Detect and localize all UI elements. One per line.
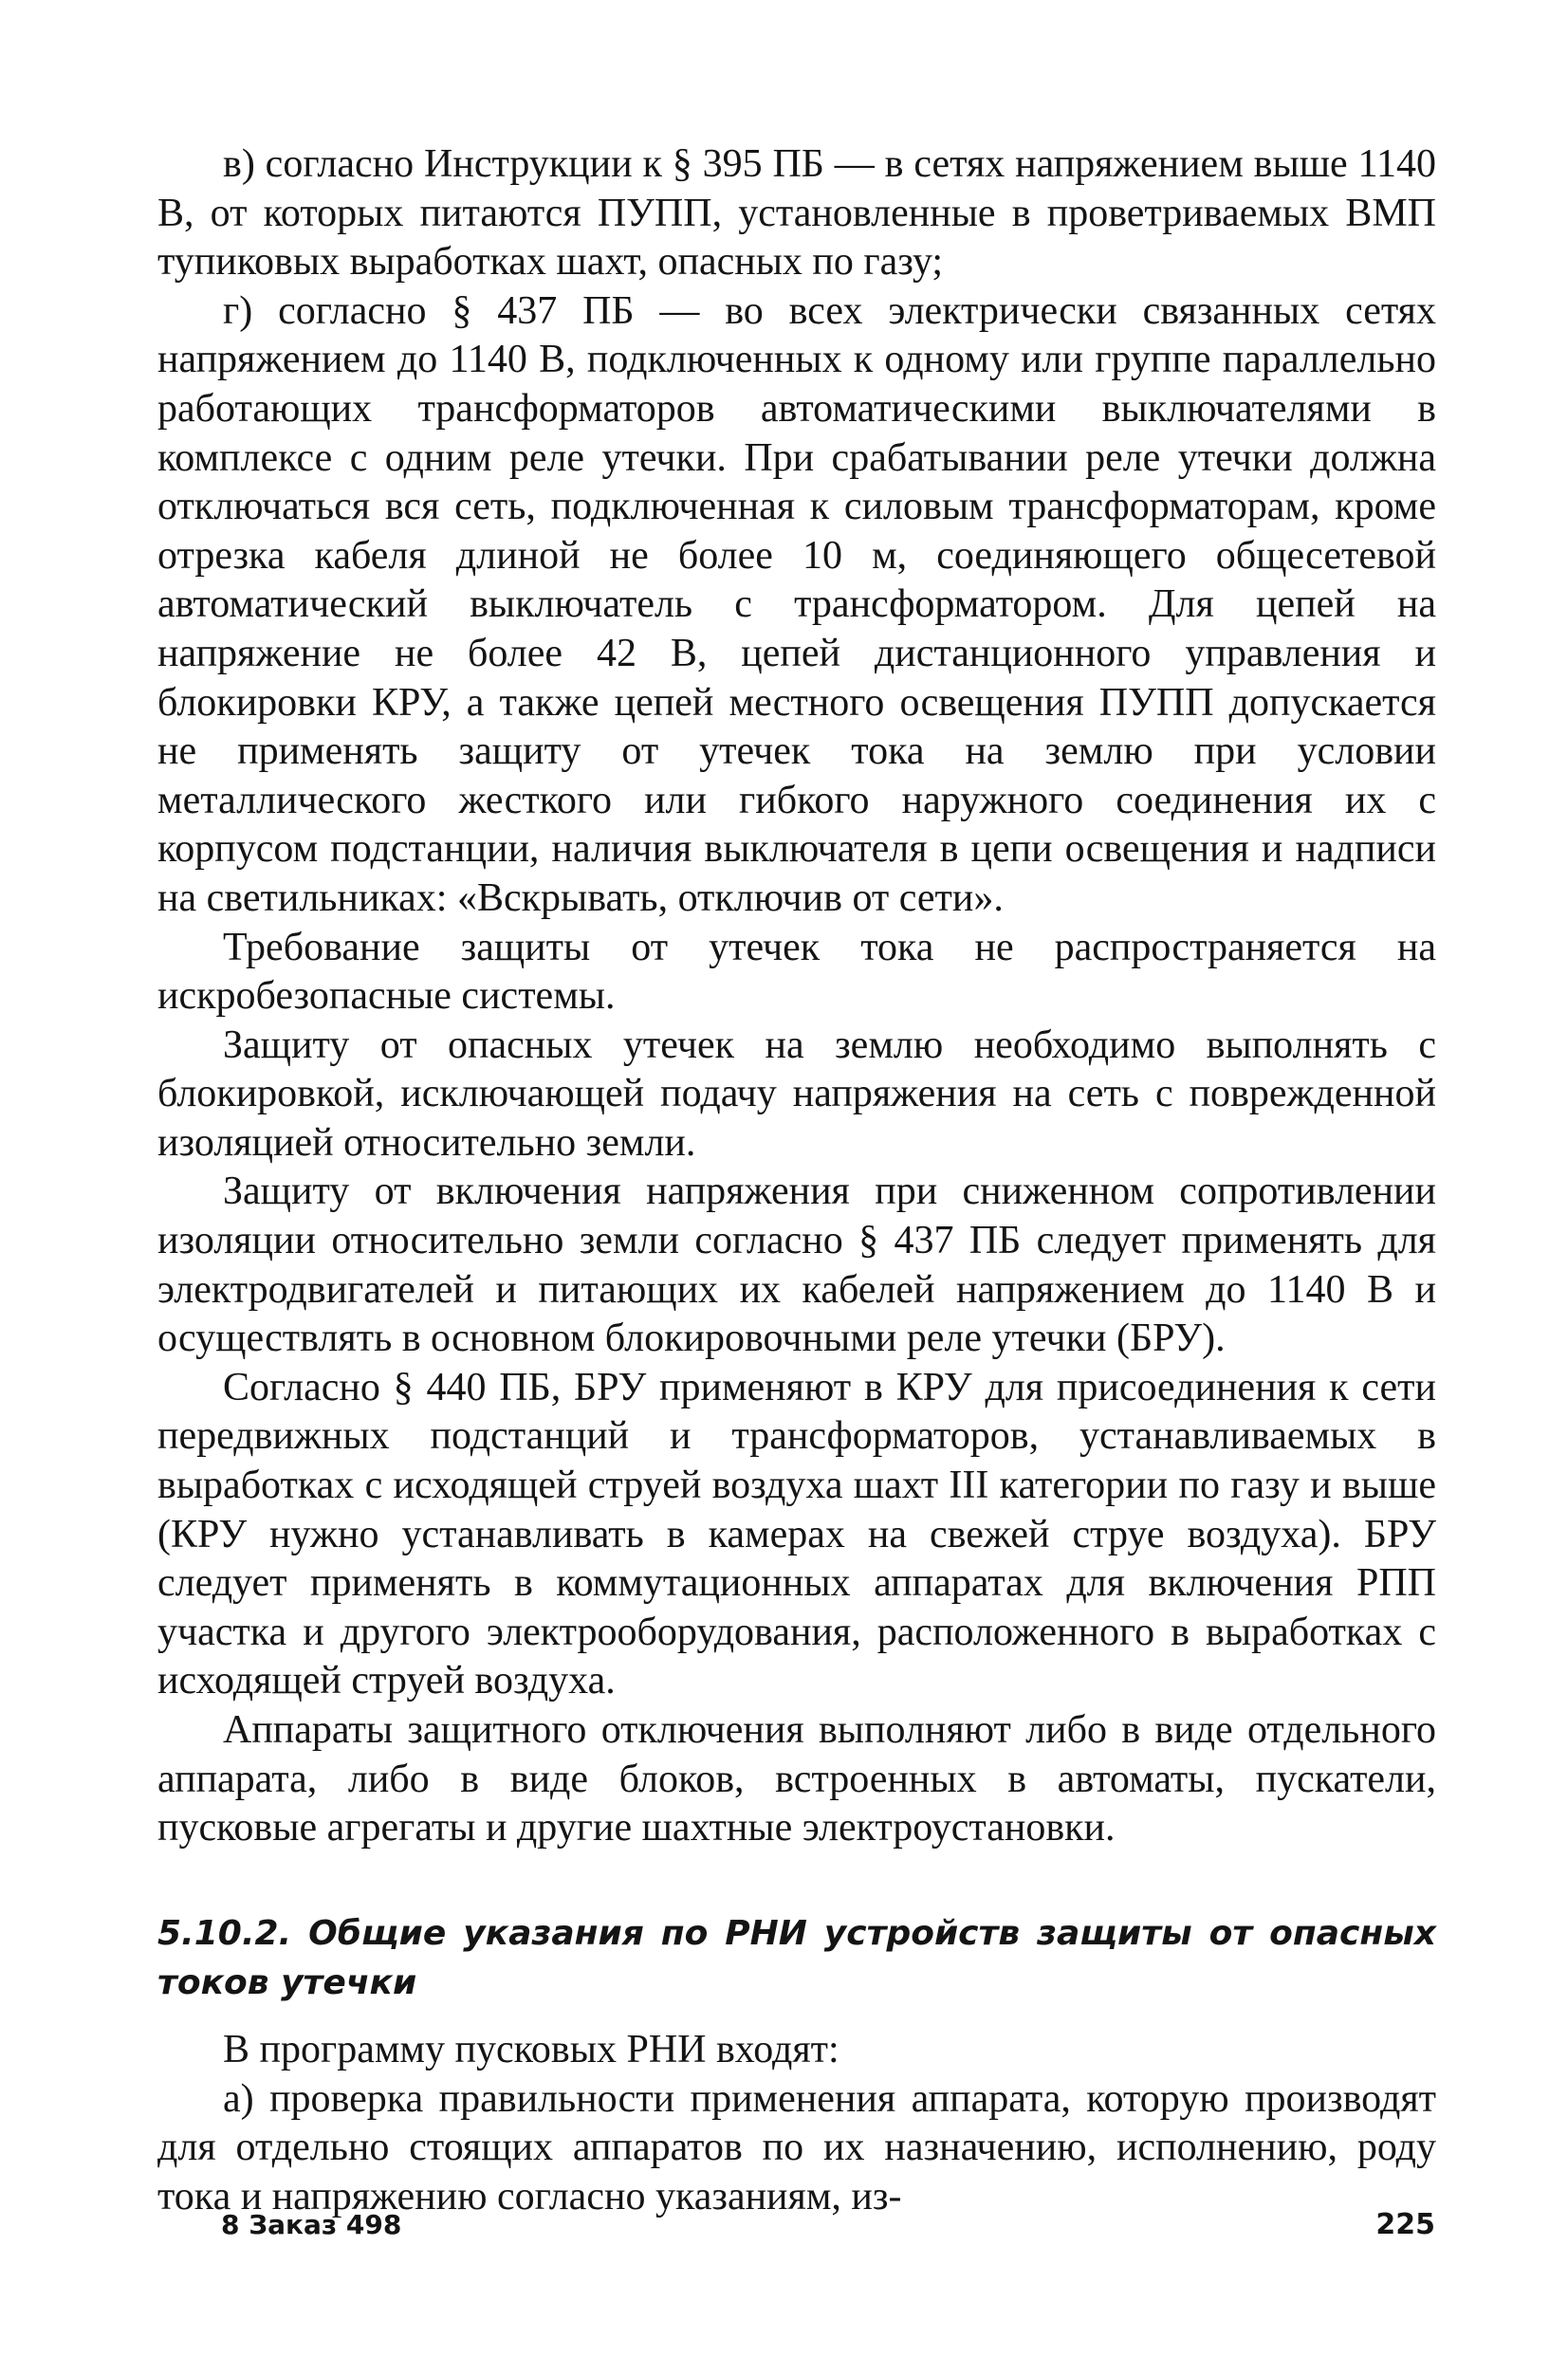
section-heading: 5.10.2. Общие указания по РНИ устройств защиты от опасных токов утечки (157, 1914, 1436, 2002)
paragraph-item-g: г) согласно § 437 ПБ — во всех электрически связанных сетях напряжением до 1140 В, подключенных к одному или группе параллельно работающих трансформаторов автоматическими выключателями в комплексе с одним реле утечки. При срабатывании реле утечки должна отключаться вся сеть, подключенная к силовым трансформаторам, кроме отрезка кабеля длиной не более 10 м, соединяющего общесетевой автоматический выключатель с трансформатором. Для цепей на напряжение не более 42 В, цепей дистанционного управления и блокировки КРУ, а также цепей местного освещения ПУПП допускается не применять защиту от утечек тока на землю при условии металлического жесткого или гибкого наружного соединения их с корпусом подстанции, наличия выключателя в цепи освещения и надписи на светильниках: «Вскрывать, отключив от сети». (157, 288, 1436, 920)
paragraph-insulation-protection: Защиту от включения напряжения при сниженном сопротивлении изоляции относительно земли согласно § 437 ПБ следует применять для электродвигателей и питающих их кабелей напряжением до 1140 В и осуществлять в основном блокировочными реле утечки (БРУ). (157, 1169, 1436, 1361)
paragraph-spark-safe: Требование защиты от утечек тока не распространяется на искробезопасные системы. (157, 925, 1436, 1019)
paragraph-leak-blocking: Защиту от опасных утечек на землю необходимо выполнять с блокировкой, исключающей подачу напряжения на сеть с поврежденной изоляцией относительно земли. (157, 1022, 1436, 1165)
paragraph-item-v: в) согласно Инструкции к § 395 ПБ — в сетях напряжением выше 1140 В, от которых питаются ПУПП, установленные в проветриваемых ВМП тупиковых выработках шахт, опасных по газу; (157, 142, 1436, 285)
body-text-block (157, 140, 1436, 1853)
paragraph-bru-usage: Согласно § 440 ПБ, БРУ применяют в КРУ для присоединения к сети передвижных подстанций и трансформаторов, устанавливаемых в выработках с исходящей струей воздуха шахт III категории по газу и выше (КРУ нужно устанавливать в камерах на свежей струе воздуха). БРУ следует применять в коммутационных аппаратах для включения РПП участка и другого электрооборудования, расположенного в выработках с исходящей струей воздуха. (157, 1365, 1436, 1703)
paragraph-apparatus-types: Аппараты защитного отключения выполняют либо в виде отдельного аппарата, либо в виде блоков, встроенных в автоматы, пускатели, пусковые агрегаты и другие шахтные электроустановки. (157, 1708, 1436, 1850)
paragraph-program-intro: В программу пусковых РНИ входят: (223, 2028, 839, 2071)
body-text-block-2 (157, 2026, 1436, 2221)
page-number: 225 (1375, 2208, 1435, 2241)
paragraph-item-a: а) проверка правильности применения аппарата, которую производят для отдельно стоящих аппаратов по их назначению, исполнению, роду тока и напряжению согласно указаниям, из- (157, 2076, 1436, 2219)
footer-signature: 8 Заказ 498 (221, 2209, 402, 2240)
